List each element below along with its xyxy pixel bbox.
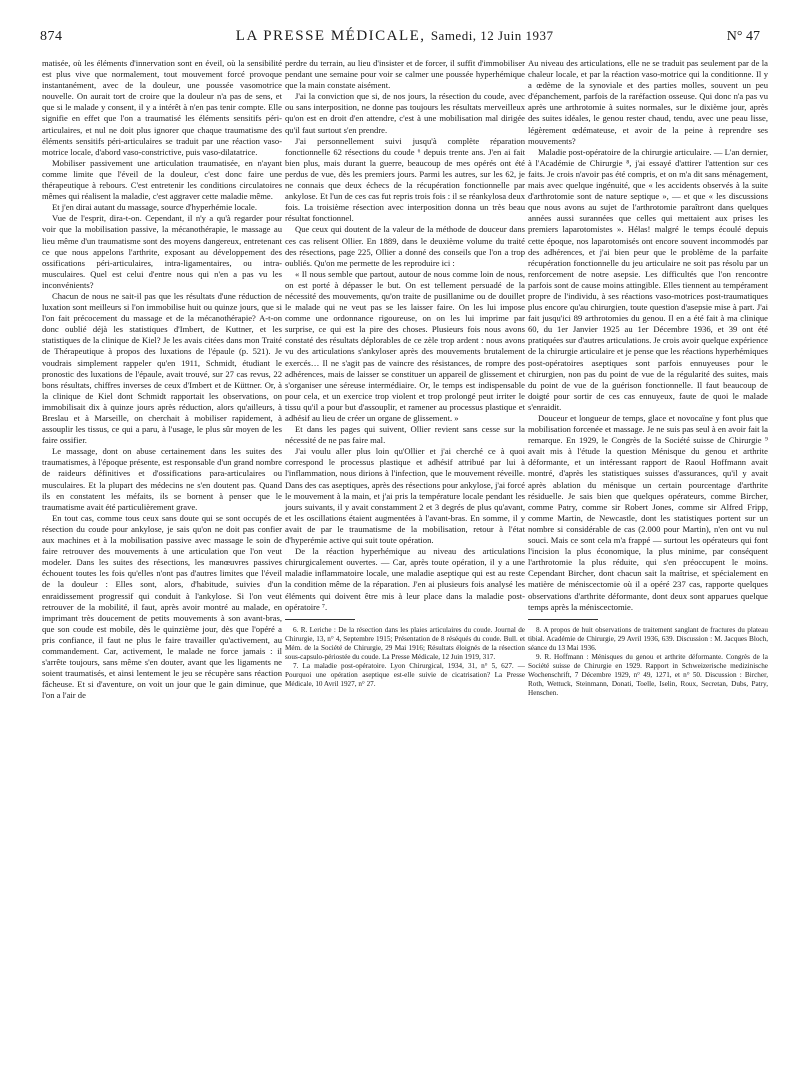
footnote: 8. A propos de huit observations de traitement sanglant de fractures du plateau tibial. Académie de Chirurgie, 29 Avril 1936, 639. Discussion : M. Jacques Bloch, séance du 13 Mai 1936. — [528, 625, 768, 652]
paragraph: Le massage, dont on abuse certainement dans les suites des traumatismes, à l'époque présente, est responsable d'un grand nombre de raideurs définitives et d'ossifications para-articulaires ou musculaires. Et la plupart des médecins ne s'en doutent pas. Quand ils en constatent les méfaits, ils se bornent à penser que le traumatisme avait été particulièrement grave. — [42, 446, 282, 512]
paragraph: Et j'en dirai autant du massage, source d'hyperhémie locale. — [52, 202, 257, 213]
paragraph: Vue de l'esprit, dira-t-on. Cependant, il n'y a qu'à regarder pour voir que la mobilisation passive, la mécanothérapie, le massage au lieu même d'un traumatisme sont des moyens dangereux, entretenant ce que nous appelons l'arthrite, exposant au développement des ossifications péri-articulaires, intra-ligamentaires, ou intra-musculaires. Quel est celui d'entre nous qui n'en a pas vu les inconvénients? — [42, 213, 282, 290]
column-2 — [285, 58, 525, 689]
column-1 — [42, 58, 282, 701]
paragraph: Douceur et longueur de temps, glace et novocaïne y font plus que mobilisation forcenée et massage. Je ne suis pas seul à en avoir fait la remarque. En 1929, le Congrès de la Société suisse de Chirurgie ⁹ avait mis à l'étude la question Ménisque du genou et arthrite déformante, et un intéressant rapport de Raoul Hoffmann avait montré, d'après les statistiques suisses d'assurances, qu'il y avait après ablation du ménisque un certain pourcentage d'arthrite résiduelle. Je sais bien que quelques opérateurs, comme Bircher, comme Patry, comme sir Robert Jones, comme sir Alfred Fripp, comme Martin, de Newcastle, dont les statistiques portent sur un nombre si considérable de cas (2.000 pour Martin), n'en ont vu nul souci. Mais ce sont cela m'a frappé — surtout les opérateurs qui font l'incision la plus économique, la plus minime, par conséquent l'arthrotomie la plus réduite, qui s'en préoccupent le moins. Cependant Bircher, dont chacun sait la maîtrise, et spécialement en matière de méniscectomie où il a opéré 237 cas, rapporte quelques observations d'arthrite déformante, dont deux sont apparues quelque temps après la méniscectomie. — [528, 413, 768, 612]
quotation: « Il nous semble que partout, autour de nous comme loin de nous, on est porté à dépasser le but. On est tellement persuadé de la nécessité des mouvements, qu'on traite de pusillanime ou de douillet le malade qui ne veut pas se les laisser faire. On les lui impose comme une ordonnance rigoureuse, on on les lui imprime par surprise, ce qui est la pire des choses. Plusieurs fois nous avons constaté des résultats déplorables de ce zèle trop ardent : nous avons vu des articulations s'ankyloser après des mouvements brutalement exercés… Il ne s'agit pas de vaincre des résistances, de rompre des adhérences, mais de laisser se constituer un appareil de glissement et s'organiser une séreuse intermédiaire. Or, le temps est indispensable pour cela, et un exercice trop violent et trop prolongé peut irriter le tissu qu'il a pour but d'assouplir, et ramener au processus plastique et adhésif au lieu de créer un organe de glissement. » — [285, 268, 525, 423]
paragraph: Que ceux qui doutent de la valeur de la méthode de douceur dans ces cas relisent Ollier. En 1889, dans le deuxième volume du traité des résections, page 225, Ollier a donné des conseils que l'on a trop oubliés. Qu'on me permette de les reproduire ici : — [285, 224, 525, 268]
paragraph: matisée, où les éléments d'innervation sont en éveil, où la sensibilité est plus vive que normalement, tout mouvement forcé provoque instantanément, avec de la douleur, une poussée vasomotrice nouvelle. On aurait tort de croire que la douleur n'a pas de sens, et que si le malade y consent, il y a intérêt à n'en pas tenir compte. Elle signifie en effet que l'on a traumatisé les éléments sensitifs péri-articulaires, et nul ne doit plus ignorer que chaque traumatisme des éléments sensitifs péri-articulaires se traduit par une réaction vaso-motrice locale, d'abord vaso-constrictive, puis vaso-dilatatrice. — [42, 58, 282, 157]
paragraph: Mobiliser passivement une articulation traumatisée, en n'ayant comme limite que l'éveil de la douleur, c'est donc faire une thérapeutique à rebours. C'est entretenir les conditions circulatoires mêmes qui réalisent la maladie, c'est aggraver cette maladie même. — [42, 157, 282, 202]
footnotes — [528, 626, 768, 698]
paragraph: J'ai personnellement suivi jusqu'à complète réparation fonctionnelle 62 résections du coude ⁶ depuis trente ans. J'en ai fait bien plus, mais durant la guerre, beaucoup de mes opérés ont été perdus de vue, dès les premiers jours. Parmi les autres, sur les 62, je ne connais que deux échecs de la récupération fonctionnelle par ankylose. Et l'un de ces cas fut repris trois fois : il se réankylosa deux fois. La troisième résection avec interposition donna un très beau résultat fonctionnel. — [285, 135, 525, 224]
paragraph: En tout cas, comme tous ceux sans doute qui se sont occupés de résection du coude pour ankylose, je sais qu'on ne doit pas confier aux machines et à la mobilisation passive avec massage le soin de faire retrouver des mouvements à une articulation que l'on veut modeler. Dans les suites des résections, les manœuvres passives échouent toutes les fois qu'elles n'ont pas d'autres limites que l'éveil de la douleur : Elles sont, alors, d'habitude, suivies d'un enraidissement progressif qui conduit à l'ankylose. Si l'on veut retrouver de la mobilité, il faut, après avoir montré au malade, en imprimant très doucement de petits mouvements à son avant-bras, que son coude est mobile, dès le quinzième jour, dès que l'opéré a pris confiance, il faut ne plus le faire travailler qu'activement, au commandement. Car, activement, le malade ne force jamais : il s'arrête toujours, sans même s'en douter, avant que les ligaments ne soient traumatisés, et ainsi lentement le jeu se récupère sans réaction fâcheuse. Et si d'aventure, on voit un jour que le gain diminue, que l'on a l'air de — [42, 512, 282, 701]
paragraph: Au niveau des articulations, elle ne se traduit pas seulement par de la chaleur locale, et par la réaction vaso-motrice qui la conditionne. Il y a œdème de la synoviale et des parties molles, souvent un peu d'épanchement, parfois de la raréfaction osseuse. Qui donc n'a pas vu après une arthrotomie à suites normales, sur le dixième jour, après des suites idéales, le genou rester chaud, tendu, avec une peau lisse, légèrement œdémateuse, et avoir de la peine à reprendre ses mouvements? — [528, 58, 768, 146]
section-paragraph: Maladie post-opératoire de la chirurgie articulaire. — L'an dernier, à l'Académie de Chirurgie ⁸, j'ai essayé d'attirer l'attention sur ces faits. Je crois n'avoir pas été compris, et on m'a dit sans ménagement, mais avec quelque ingénuité, que « les accidents observés à la suite d'arthrotomie sont de nature septique », — et que « les discussions que nous avons au sujet de l'arthrotomie paraîtront dans quelques années aussi surannées que celles qui mettaient aux prises les premiers laparotomistes ». Hélas! malgré le temps écoulé depuis cette époque, nos laparotomisés ont encore souvent incommodés par des adhérences, et j'ai bien peur que le problème de la parfaite récupération fonctionnelle du jeu articulaire ne soit pas résolu par un renforcement de notre asepsie. Les difficultés que l'on rencontre parfois sont de cause moins attingible. Elles tiennent au tempérament propre de l'individu, à ses réactions vaso-motrices post-traumatiques plus encore qu'au chirurgien, toute question d'asepsie mise à part. J'ai fait jusqu'ici 89 arthrotomies du genou. Il en a été fait à ma clinique 60, du 1er Janvier 1925 au 1er Décembre 1936, et 39 ont été pratiquées sur d'autres articulations. Je crois avoir quelque expérience de la chirurgie articulaire et je pense que les réactions hyperhémiques post-opératoires aseptiques sont parfois ennuyeuses pour le chirurgien, non pas du point de vue de la régularité des suites, mais du point de vue de la guérison fonctionnelle. Il faut beaucoup de doigté pour sortir de ces cas ennuyeux, faute de quoi le malade s'enraidit. — [528, 146, 768, 412]
column-3 — [528, 58, 768, 698]
paragraph: perdre du terrain, au lieu d'insister et de forcer, il suffit d'immobiliser pendant une semaine pour voir se calmer une poussée hyperhémique que la main constate aisément. — [285, 58, 525, 91]
footnote-divider — [528, 619, 598, 620]
journal-name: LA PRESSE MÉDICALE, — [235, 28, 426, 44]
issue-number: N° 47 — [726, 29, 760, 44]
footnote: 7. La maladie post-opératoire. Lyon Chirurgical, 1934, 31, n° 5, 627. — Pourquoi une opération aseptique est-elle suivie de cicatrisation? La Presse Médicale, 10 Avril 1927, n° 27. — [285, 661, 525, 688]
section-paragraph: De la réaction hyperhémique au niveau des articulations chirurgicalement ouvertes. — Car, après toute opération, il y a une maladie inflammatoire locale, une maladie aseptique qui est au reste la condition même de la réparation. J'en ai plusieurs fois analysé les éléments qui doivent être mis à leur place dans la maladie post-opératoire ⁷. — [285, 546, 525, 612]
page-number: 874 — [40, 29, 63, 44]
footnotes — [285, 626, 525, 689]
journal-title — [236, 28, 554, 45]
paragraph: J'ai voulu aller plus loin qu'Ollier et j'ai cherché ce à quoi correspond le processus plastique et adhésif attribué par lui à l'inflammation, nous dirions à l'infection, que le mouvement réveille. Dans des cas aseptiques, après des résections pour ankylose, j'ai forcé le mouvement à la main, et j'ai pris la température locale pendant les jours suivants, il y avait constamment 2 et 3 degrés de plus qu'avant, et les oscillations étaient augmentées à l'avant-bras. En somme, il y avait de par le traumatisme de la mobilisation, retour à l'état d'hyperémie active qui suit toute opération. — [285, 446, 525, 546]
footnote: 6. R. Leriche : De la résection dans les plaies articulaires du coude. Journal de Chirurgie, 13, n° 4, Septembre 1915; Présentation de 8 réséqués du coude. Bull. et Mém. de la Société de Chirurgie, 29 Mai 1916; Résultats éloignés de la résection sous-capsulo-périostée du coude. La Presse Médicale, 12 Juin 1919, 317. — [285, 625, 525, 661]
footnote: 9. R. Hoffmann : Ménisques du genou et arthrite déformante. Congrès de la Société suisse de Chirurgie en 1929. Rapport in Schweizerische medizinische Wochenschrift, 7 Décembre 1929, n° 49, 1271, et n° 50. Discussion : Bircher, Roth, Wettuck, Steinmann, Donati, Toelle, Iselin, Roux, Secretan, Dubs, Patry, Henschen. — [528, 652, 768, 697]
footnote-divider — [285, 619, 355, 620]
paragraph: J'ai la conviction que si, de nos jours, la résection du coude, avec ou sans interposition, ne donne pas toujours les résultats merveilleux qu'on est en droit d'en attendre, c'est à une mobilisation mal dirigée qu'il faut surtout s'en prendre. — [285, 91, 525, 135]
paragraph: Et dans les pages qui suivent, Ollier revient sans cesse sur la nécessité de ne pas faire mal. — [285, 424, 525, 446]
paragraph: Chacun de nous ne sait-il pas que les résultats d'une réduction de luxation sont meilleurs si l'on immobilise huit ou quinze jours, que si l'on fait précocement du massage et de la mécanothérapie? A-t-on donc oublié déjà les statistiques d'Imbert, de Kuttner, et les statistiques de la clinique de Kiel? Je les avais citées dans mon Traité de Thérapeutique à propos des luxations de l'épaule (p. 521). Je voudrais simplement rappeler qu'en 1911, Schmidt, étudiant le pronostic des luxations de l'épaule, avait trouvé, sur 27 cas revus, 22 bons résultats, chiffres inverses de ceux d'Imbert et de Küttner. Or, à la clinique de Kiel dont Schmidt rapportait les observations, on immobilisait dix à quinze jours après réduction, alors qu'ailleurs, à Breslau et à Marseille, on cherchait à mobiliser rapidement, à assouplir les tissus, ce qui a paru, à l'usage, le plus sûr moyen de les faire ossifier. — [42, 290, 282, 446]
issue-date: Samedi, 12 Juin 1937 — [430, 28, 554, 43]
page-header — [40, 28, 760, 50]
